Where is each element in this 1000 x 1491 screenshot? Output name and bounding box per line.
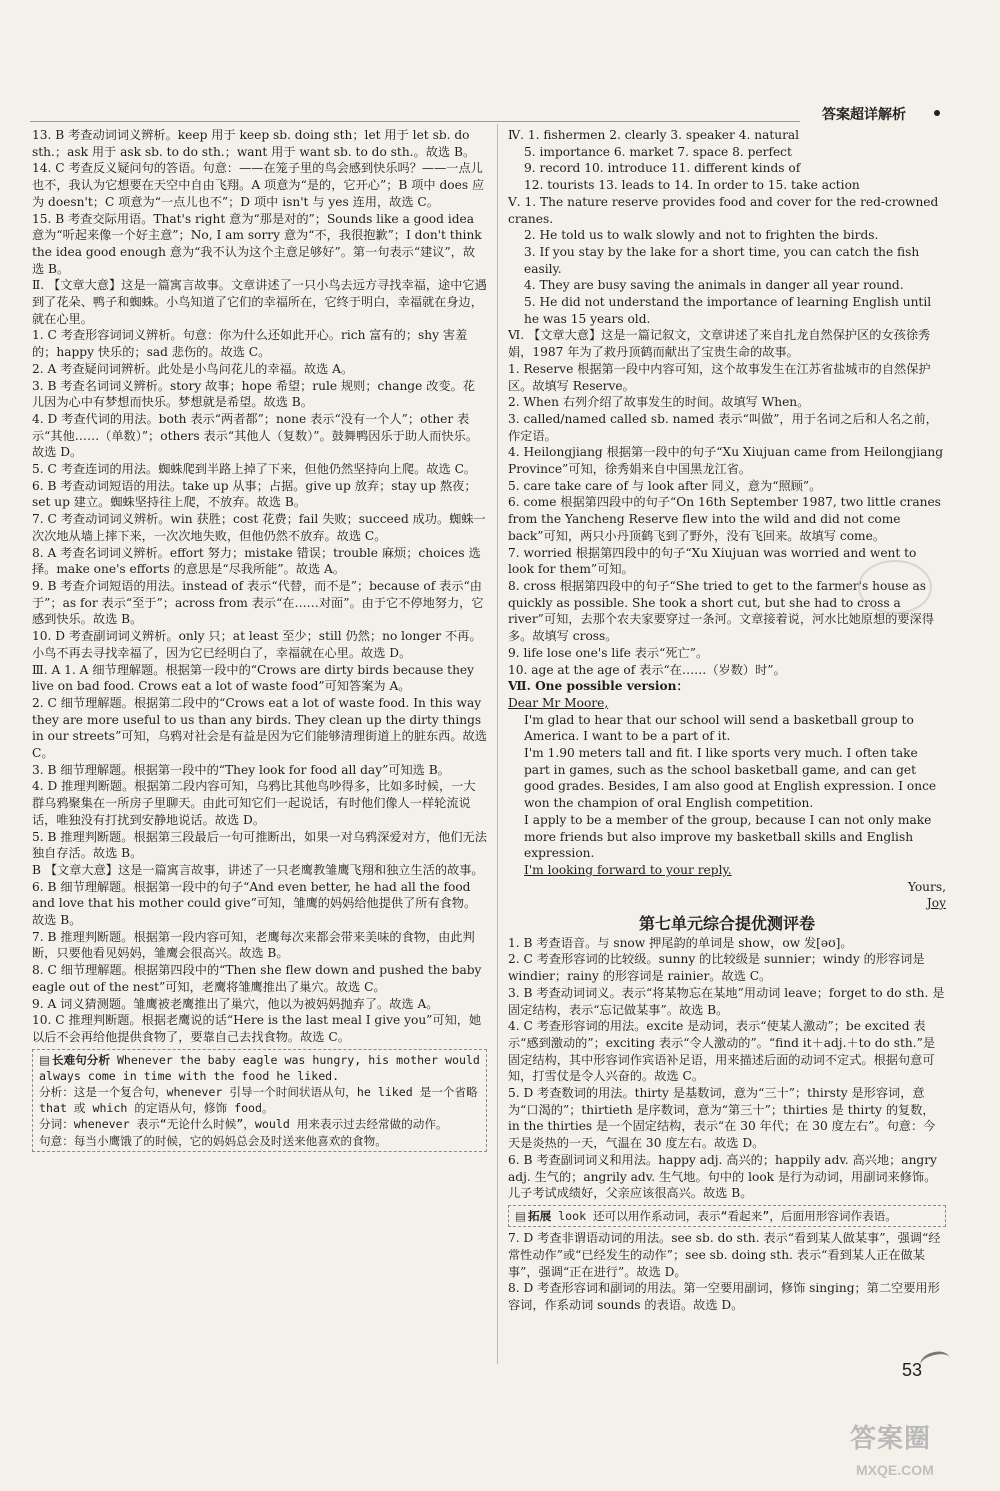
extension-box xyxy=(508,1205,946,1227)
answer-item: 9. life lose one's life 表示“死亡”。 xyxy=(508,645,709,660)
answer-item: 4. D 考查代词的用法。both 表示“两者都”；none 表示“没有一个人”；other 表示“其他……（单数）”；others 表示“其他人（复数）”。鼓舞鸭因乐于助人而快乐。故选 D。 xyxy=(32,411,478,460)
section-summary: B 【文章大意】这是一篇寓言故事，讲述了一只老鹰教雏鹰飞翔和独立生活的故事。 xyxy=(32,862,484,877)
translation-item: 3. If you stay by the lake for a short time, you can catch the fish easily. xyxy=(524,244,920,276)
essay-paragraph: I'm looking forward to your reply. xyxy=(524,862,732,877)
answer-item: 9. B 考查介词短语的用法。instead of 表示“代替，而不是”；because of 表示“由于”；as for 表示“至于”；across from 表示“在……对面”。由于它不停地努力，它感到快乐。故选 B。 xyxy=(32,578,484,627)
vocab-row: 9. record 10. introduce 11. different kinds of xyxy=(524,161,801,176)
header-bullet xyxy=(934,110,940,116)
answer-item: 2. A 考查疑问词辨析。此处是小鸟问花儿的幸福。故选 A。 xyxy=(32,361,354,376)
translation-item: 5. He did not understand the importance of learning English until he was 15 years old. xyxy=(524,295,932,326)
answer-item: 2. C 细节理解题。根据第二段中的“Crows eat a lot of waste food. In this way they are more useful to us than any birds. They clean up the dirty things in our streets”可知，乌鸦对社会是有益是因为它们能够清理街道上的脏东西。故选 C。 xyxy=(32,695,487,761)
answer-item: 1. B 考查语音。与 snow 押尾韵的单词是 show，ow 发[əʊ]。 xyxy=(508,935,853,950)
essay-salutation: Dear Mr Moore, xyxy=(508,695,609,710)
answer-item: 6. come 根据第四段中的句子“On 16th September 1987, two little cranes from the Yancheng Reserve flew into the wild and did not come back”可知，两只小丹顶鹤飞到了野外，没有飞回来。故填写 come。 xyxy=(508,495,941,543)
answer-item: 2. C 考查形容词的比较级。sunny 的比较级是 sunnier；windy 的形容词是 windier；rainy 的形容词是 rainier。故选 C。 xyxy=(508,952,925,984)
watermark-logo: 答案圈 xyxy=(850,1424,932,1454)
watermark-url: MXQE.COM xyxy=(856,1462,934,1478)
answer-item: 7. B 推理判断题。根据第一段内容可知，老鹰每次来都会带来美味的食物，由此判断，只要他看见妈妈，雏鹰会很高兴。故选 B。 xyxy=(32,929,475,961)
answer-item: 9. A 词义猜测题。雏鹰被老鹰推出了巢穴，他以为被妈妈抛弃了。故选 A。 xyxy=(32,996,439,1011)
section-summary: Ⅵ. 【文章大意】这是一篇记叙文，文章讲述了来自扎龙自然保护区的女孩徐秀娟，1987 年为了救丹顶鹤而献出了宝贵生命的故事。 xyxy=(508,328,931,360)
stamp-mark xyxy=(858,560,932,614)
answer-item: 4. Heilongjiang 根据第一段中的句子“Xu Xiujuan came from Heilongjiang Province”可知，徐秀娟来自中国黑龙江省。 xyxy=(508,445,944,477)
vocab-row: Ⅳ. 1. fishermen 2. clearly 3. speaker 4. natural xyxy=(508,128,800,142)
essay-paragraph: I'm glad to hear that our school will send a basketball group to America. I want to be a part of it. xyxy=(524,712,914,744)
translation-item: 2. He told us to walk slowly and not to frighten the birds. xyxy=(524,228,879,243)
answer-item: 13. B 考查动词词义辨析。keep 用于 keep sb. doing sth；let 用于 let sb. do sth.；ask 用于 ask sb. to do sth.；want 用于 want sb. to do sth.。故选 B。 xyxy=(32,128,476,159)
answer-item: 6. B 细节理解题。根据第一段中的句子“And even better, he had all the food and love that his mother could give”可知，雏鹰的妈妈给他提供了所有食物。故选 B。 xyxy=(32,879,477,928)
answer-item: 3. B 考查名词词义辨析。story 故事；hope 希望；rule 规则；change 改变。花儿因为心中有梦想而快乐。梦想就是希望。故选 B。 xyxy=(32,378,475,410)
box-tag: ▤ 拓展 xyxy=(515,1208,551,1224)
vocab-row: 5. importance 6. market 7. space 8. perfect xyxy=(524,144,792,159)
essay-heading: Ⅶ. One possible version： xyxy=(508,679,689,694)
answer-item: 10. D 考查副词词义辨析。only 只；at least 至少；still 仍然；no longer 不再。小鸟不再去寻找幸福了，因为它已经明白了，幸福就在心里。故选 D。 xyxy=(32,629,482,660)
translation-item: 4. They are busy saving the animals in danger all year round. xyxy=(524,278,904,293)
header-rule xyxy=(30,121,800,122)
left-column xyxy=(32,127,487,1155)
answer-item: 5. C 考查连词的用法。蜘蛛爬到半路上掉了下来，但他仍然坚持向上爬。故选 C。 xyxy=(32,462,477,477)
answer-item: 7. worried 根据第四段中的句子“Xu Xiujuan was worried and went to look for them”可知。 xyxy=(508,545,917,577)
section-summary: Ⅱ. 【文章大意】这是一篇寓言故事。文章讲述了一只小鸟去远方寻找幸福，途中它遇到了花朵、鸭子和蜘蛛。小鸟知道了它们的幸福所在，它终于明白，幸福就在身边，就在心里。 xyxy=(32,278,487,326)
answer-item: 3. B 考查动词词义。表示“将某物忘在某地”用动词 leave；forget to do sth. 是固定结构，表示“忘记做某事”。故选 B。 xyxy=(508,985,945,1017)
answer-item: 7. C 考查动词词义辨析。win 获胜；cost 花费；fail 失败；succeed 成功。蜘蛛一次次地从墙上摔下来，一次次地失败，但他仍然不放弃。故选 C。 xyxy=(32,512,486,543)
answer-item: 1. C 考查形容词词义辨析。句意：你为什么还如此开心。rich 富有的；shy 害羞的；happy 快乐的；sad 悲伤的。故选 C。 xyxy=(32,328,468,360)
box-tag: ▤ 长难句分析 xyxy=(39,1052,110,1068)
page-number: 53 xyxy=(902,1360,923,1380)
page-number-swoosh xyxy=(918,1348,952,1374)
header-title: 答案超详解析 xyxy=(822,107,906,123)
answer-item: 2. When 右列介绍了故事发生的时间。故填写 When。 xyxy=(508,395,810,410)
answer-item: 3. called/named called sb. named 表示“叫做”，用于名词之后和人名之前，作定语。 xyxy=(508,411,938,443)
answer-item: 5. B 推理判断题。根据第三段最后一句可推断出，如果一对乌鸦深爱对方，他们无法独自存活。故选 B。 xyxy=(32,829,487,861)
box-line: Whenever the baby eagle was hungry, his mother would always come in time with the food he liked. xyxy=(39,1052,480,1083)
answer-item: 6. B 考查动词短语的用法。take up 从事；占据。give up 放弃；stay up 熬夜；set up 建立。蜘蛛坚持往上爬，不放弃。故选 B。 xyxy=(32,478,477,510)
answer-item: 14. C 考查反义疑问句的答语。句意：——在笼子里的鸟会感到快乐吗？——一点儿也不，我认为它想要在天空中自由飞翔。A 项意为“是的，它开心”；B 项中 does 应为 doesn't；C 项意为“一点儿也不”；D 项中 isn't 与 yes 连用，故选 C。 xyxy=(32,161,485,209)
right-column xyxy=(508,127,946,1314)
box-line: 分词：whenever 表示“无论什么时候”，would 用来表示过去经常做的动作。 xyxy=(39,1117,448,1132)
answer-item: 8. D 考查形容词和副词的用法。第一空要用副词，修饰 singing；第二空要用形容词，作系动词 sounds 的表语。故选 D。 xyxy=(508,1281,940,1313)
essay-paragraph: I apply to be a member of the group, because I can not only make more friends but also improve my basketball skills and English expression. xyxy=(524,812,932,861)
answer-item: 10. age at the age of 表示“在……（岁数）时”。 xyxy=(508,662,786,677)
unit-title: 第七单元综合提优测评卷 xyxy=(638,914,815,934)
column-divider xyxy=(497,124,498,1364)
translation-item: Ⅴ. 1. The nature reserve provides food and cover for the red-crowned cranes. xyxy=(508,194,939,226)
box-line: 分析：这是一个复合句，whenever 引导一个时间状语从句，he liked 是一个省略 that 或 which 的定语从句，修饰 food。 xyxy=(39,1085,478,1116)
sentence-analysis-box xyxy=(32,1049,487,1152)
answer-item: 5. D 考查数词的用法。thirty 是基数词，意为“三十”；thirsty 是形容词，意为“口渴的”；thirtieth 是序数词，意为“第三十”；thirties 是 thirty 的复数，in the thirties 是一个固定结构，表示“在 30 年代；在 30 度左右”。句意：今天是炎热的一天，气温在 30 度左右。故选 D。 xyxy=(508,1086,936,1151)
answer-item: 8. C 细节理解题。根据第四段中的“Then she flew down and pushed the baby eagle out of the nest”可知，老鹰将雏鹰推出了巢穴。故选 C。 xyxy=(32,963,482,994)
box-line: 句意：每当小鹰饿了的时候，它的妈妈总会及时送来他喜欢的食物。 xyxy=(39,1133,387,1148)
answer-item: 4. C 考查形容词的用法。excite 是动词，表示“使某人激动”；be excited 表示“感到激动的”；exciting 表示“令人激动的”。“find it＋adj.＋to do sth.”是固定结构，其中形容词作宾语补足语，用来描述后面的动词不定式。根据句意可知，打雪仗是令人兴奋的。故选 C。 xyxy=(508,1019,936,1084)
answer-item: 6. B 考查副词词义和用法。happy adj. 高兴的；happily adv. 高兴地；angry adj. 生气的；angrily adv. 生气地。句中的 look 是行为动词，用副词来修饰。儿子考试成绩好，父亲应该很高兴。故选 B。 xyxy=(508,1152,937,1201)
answer-item: Ⅲ. A 1. A 细节理解题。根据第一段中的“Crows are dirty birds because they live on bad food. Crows eat a lot of waste food”可知答案为 A。 xyxy=(32,662,475,694)
answer-item: 7. D 考查非谓语动词的用法。see sb. do sth. 表示“看到某人做某事”，强调“经常性动作”或“已经发生的动作”；see sb. doing sth. 表示“看到某人正在做某事”，强调“正在进行”。故选 D。 xyxy=(508,1231,941,1279)
essay-paragraph: I'm 1.90 meters tall and fit. I like sports very much. I often take part in games, such as the school basketball game, and can get good grades. Besides, I am also good at English expression. I once won the champion of oral English competition. xyxy=(524,746,937,811)
answer-item: 1. Reserve 根据第一段中内容可知，这个故事发生在江苏省盐城市的自然保护区。故填写 Reserve。 xyxy=(508,361,931,393)
box-text: look 还可以用作系动词，表示“看起来”，后面用形容词作表语。 xyxy=(558,1209,897,1223)
essay-signature: Joy xyxy=(926,896,946,911)
answer-item: 3. B 细节理解题。根据第一段中的“They look for food all day”可知选 B。 xyxy=(32,762,450,777)
answer-item: 10. C 推理判断题。根据老鹰说的话“Here is the last meal I give you”可知，她以后不会再给他提供食物了，要靠自己去找食物。故选 C。 xyxy=(32,1013,482,1044)
answer-item: 15. B 考查交际用语。That's right 意为“那是对的”；Sounds like a good idea 意为“听起来像一个好主意”；No, I am sorry 意为“不，我很抱歉”；I don't think the idea good enough 意为“我不认为这个主意足够好”。第一句表示“建议”，故选 B。 xyxy=(32,211,482,276)
vocab-row: 12. tourists 13. leads to 14. In order to 15. take action xyxy=(524,178,860,193)
answer-item: 4. D 推理判断题。根据第二段内容可知，乌鸦比其他鸟吵得多，比如多时候，一大群乌鸦聚集在一所房子里聊天。由此可知它们一起说话，有时他们像人一样轮流说话，唯独没有打扰到安静地说话。故选 D。 xyxy=(32,779,476,827)
essay-closing: Yours, xyxy=(907,879,946,894)
answer-item: 8. cross 根据第四段中的句子“She tried to get to the farmer's house as quickly as possible. She took a short cut, but she had to cross a river”可知，去那个农夫家要穿过一条河。文章接着说，河水比她原想的要深得多。故填写 cross。 xyxy=(508,578,934,644)
answer-item: 5. care take care of 与 look after 同义，意为“照顾”。 xyxy=(508,478,822,493)
answer-item: 8. A 考查名词词义辨析。effort 努力；mistake 错误；trouble 麻烦；choices 选择。make one's efforts 的意思是“尽我所能”。故选 A。 xyxy=(32,545,481,577)
